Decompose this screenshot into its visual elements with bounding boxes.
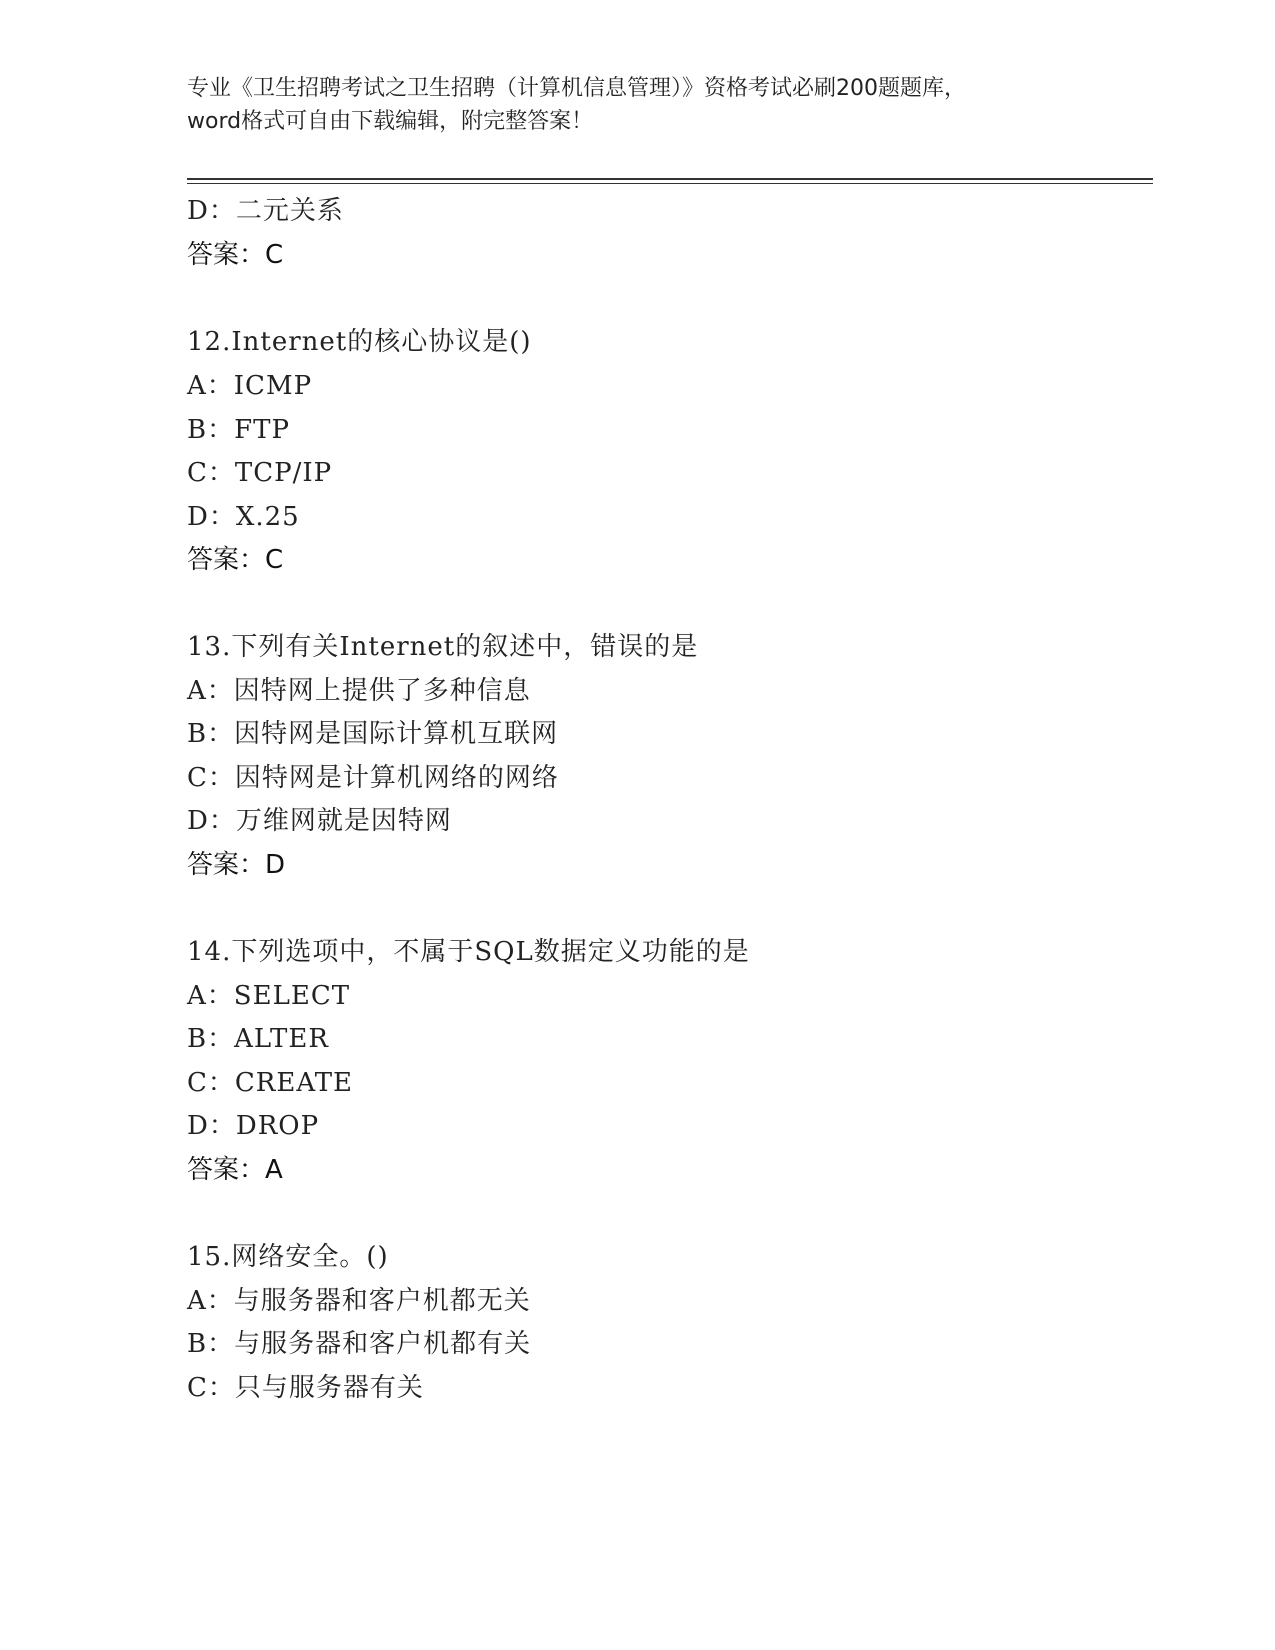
question-12-option-d: D：X.25 (187, 502, 300, 532)
question-13-option-a: A：因特网上提供了多种信息 (187, 676, 531, 706)
question-14-option-d: D：DROP (187, 1111, 320, 1141)
question-13-option-d: D：万维网就是因特网 (187, 806, 452, 836)
document-header (187, 72, 1087, 138)
header-divider-thick (187, 178, 1153, 180)
header-title-line-1: 专业《卫生招聘考试之卫生招聘（计算机信息管理）》资格考试必刷200题题库， (187, 76, 966, 101)
question-15-option-a: A：与服务器和客户机都无关 (187, 1286, 531, 1316)
question-14-answer: 答案：A (187, 1155, 283, 1185)
question-12-stem: 12.Internet的核心协议是() (187, 327, 532, 357)
prev-question-answer: 答案：C (187, 240, 284, 270)
question-14-stem: 14.下列选项中，不属于SQL数据定义功能的是 (187, 937, 750, 967)
question-15-option-b: B：与服务器和客户机都有关 (187, 1329, 532, 1359)
question-12-option-b: B：FTP (187, 415, 290, 445)
question-13-option-b: B：因特网是国际计算机互联网 (187, 719, 559, 749)
question-13-answer: 答案：D (187, 850, 286, 880)
question-13-option-c: C：因特网是计算机网络的网络 (187, 763, 559, 793)
question-12-option-c: C：TCP/IP (187, 458, 333, 488)
question-12-option-a: A：ICMP (187, 371, 313, 401)
question-15-option-c: C：只与服务器有关 (187, 1373, 424, 1403)
header-title-line-2: word格式可自由下载编辑，附完整答案！ (187, 109, 594, 134)
question-15-stem: 15.网络安全。() (187, 1242, 389, 1272)
question-13-stem: 13.下列有关Internet的叙述中，错误的是 (187, 632, 699, 662)
question-14-option-b: B：ALTER (187, 1024, 329, 1054)
question-14-option-a: A：SELECT (187, 981, 351, 1011)
question-14-option-c: C：CREATE (187, 1068, 354, 1098)
question-12-answer: 答案：C (187, 545, 284, 575)
header-divider-thin (187, 183, 1153, 184)
prev-question-option-d: D：二元关系 (187, 196, 344, 226)
